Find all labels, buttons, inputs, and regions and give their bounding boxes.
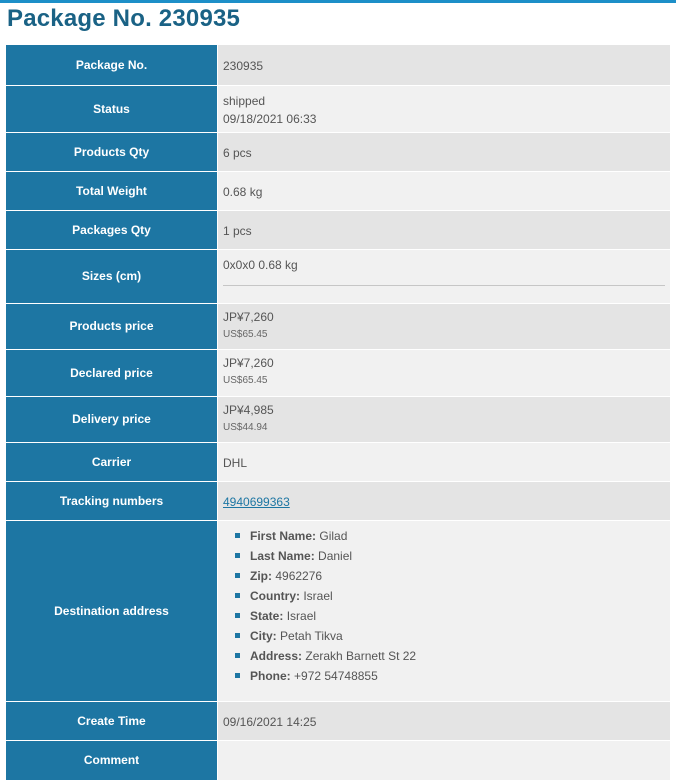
status-time: 09/18/2021 06:33 xyxy=(223,111,317,126)
sizes-label: Sizes (cm) xyxy=(6,249,218,303)
products-qty-value: 6 pcs xyxy=(218,132,671,171)
row-total-weight xyxy=(6,171,670,210)
delivery-price-value xyxy=(218,396,671,442)
declared-price-value xyxy=(218,349,671,396)
products-price-jpy: JP¥7,260 xyxy=(223,309,274,324)
row-destination xyxy=(6,520,670,701)
bullet-icon xyxy=(235,633,240,638)
bullet-icon xyxy=(235,653,240,658)
products-price-value xyxy=(218,303,671,349)
bullet-icon xyxy=(235,553,240,558)
sizes-text: 0x0x0 0.68 kg xyxy=(223,258,665,286)
address-item: Last Name: Daniel xyxy=(235,549,665,563)
declared-price-usd: US$65.45 xyxy=(223,374,268,386)
address-item: Country: Israel xyxy=(235,589,665,603)
delivery-price-label: Delivery price xyxy=(6,396,218,442)
bullet-icon xyxy=(235,613,240,618)
products-price-usd: US$65.45 xyxy=(223,328,268,340)
declared-price-jpy: JP¥7,260 xyxy=(223,355,274,370)
tracking-number-link[interactable]: 4940699363 xyxy=(223,494,290,509)
delivery-price-jpy: JP¥4,985 xyxy=(223,402,274,417)
delivery-price-usd: US$44.94 xyxy=(223,421,268,433)
bullet-icon xyxy=(235,593,240,598)
address-item: First Name: Gilad xyxy=(235,529,665,543)
create-time-label: Create Time xyxy=(6,701,218,740)
page-title: Package No. 230935 xyxy=(7,5,241,32)
products-qty-label: Products Qty xyxy=(6,132,218,171)
carrier-label: Carrier xyxy=(6,442,218,481)
address-item: City: Petah Tikva xyxy=(235,629,665,643)
row-carrier xyxy=(6,442,670,481)
bullet-icon xyxy=(235,573,240,578)
create-time-value: 09/16/2021 14:25 xyxy=(218,701,671,740)
row-package-no xyxy=(6,45,670,85)
row-comment xyxy=(6,740,670,780)
package-details-table xyxy=(6,45,670,781)
address-item: Zip: 4962276 xyxy=(235,569,665,583)
tracking-label: Tracking numbers xyxy=(6,481,218,520)
tracking-value xyxy=(218,481,671,520)
declared-price-label: Declared price xyxy=(6,349,218,396)
address-item: Address: Zerakh Barnett St 22 xyxy=(235,649,665,663)
row-tracking xyxy=(6,481,670,520)
packages-qty-value: 1 pcs xyxy=(218,210,671,249)
bullet-icon xyxy=(235,533,240,538)
packages-qty-label: Packages Qty xyxy=(6,210,218,249)
package-no-value: 230935 xyxy=(218,45,671,85)
sizes-value xyxy=(218,249,671,303)
row-sizes xyxy=(6,249,670,303)
status-value xyxy=(218,85,671,132)
row-declared-price xyxy=(6,349,670,396)
row-products-qty xyxy=(6,132,670,171)
comment-label: Comment xyxy=(6,740,218,780)
carrier-value: DHL xyxy=(218,442,671,481)
products-price-label: Products price xyxy=(6,303,218,349)
bullet-icon xyxy=(235,673,240,678)
row-delivery-price xyxy=(6,396,670,442)
address-list xyxy=(223,529,665,683)
row-create-time xyxy=(6,701,670,740)
destination-value xyxy=(218,520,671,701)
comment-value xyxy=(218,740,671,780)
status-label: Status xyxy=(6,85,218,132)
address-item: Phone: +972 54748855 xyxy=(235,669,665,683)
total-weight-value: 0.68 kg xyxy=(218,171,671,210)
destination-label: Destination address xyxy=(6,520,218,701)
total-weight-label: Total Weight xyxy=(6,171,218,210)
row-products-price xyxy=(6,303,670,349)
address-item: State: Israel xyxy=(235,609,665,623)
package-no-label: Package No. xyxy=(6,45,218,85)
row-packages-qty xyxy=(6,210,670,249)
status-text: shipped xyxy=(223,93,266,108)
top-accent-bar xyxy=(0,0,676,3)
row-status xyxy=(6,85,670,132)
